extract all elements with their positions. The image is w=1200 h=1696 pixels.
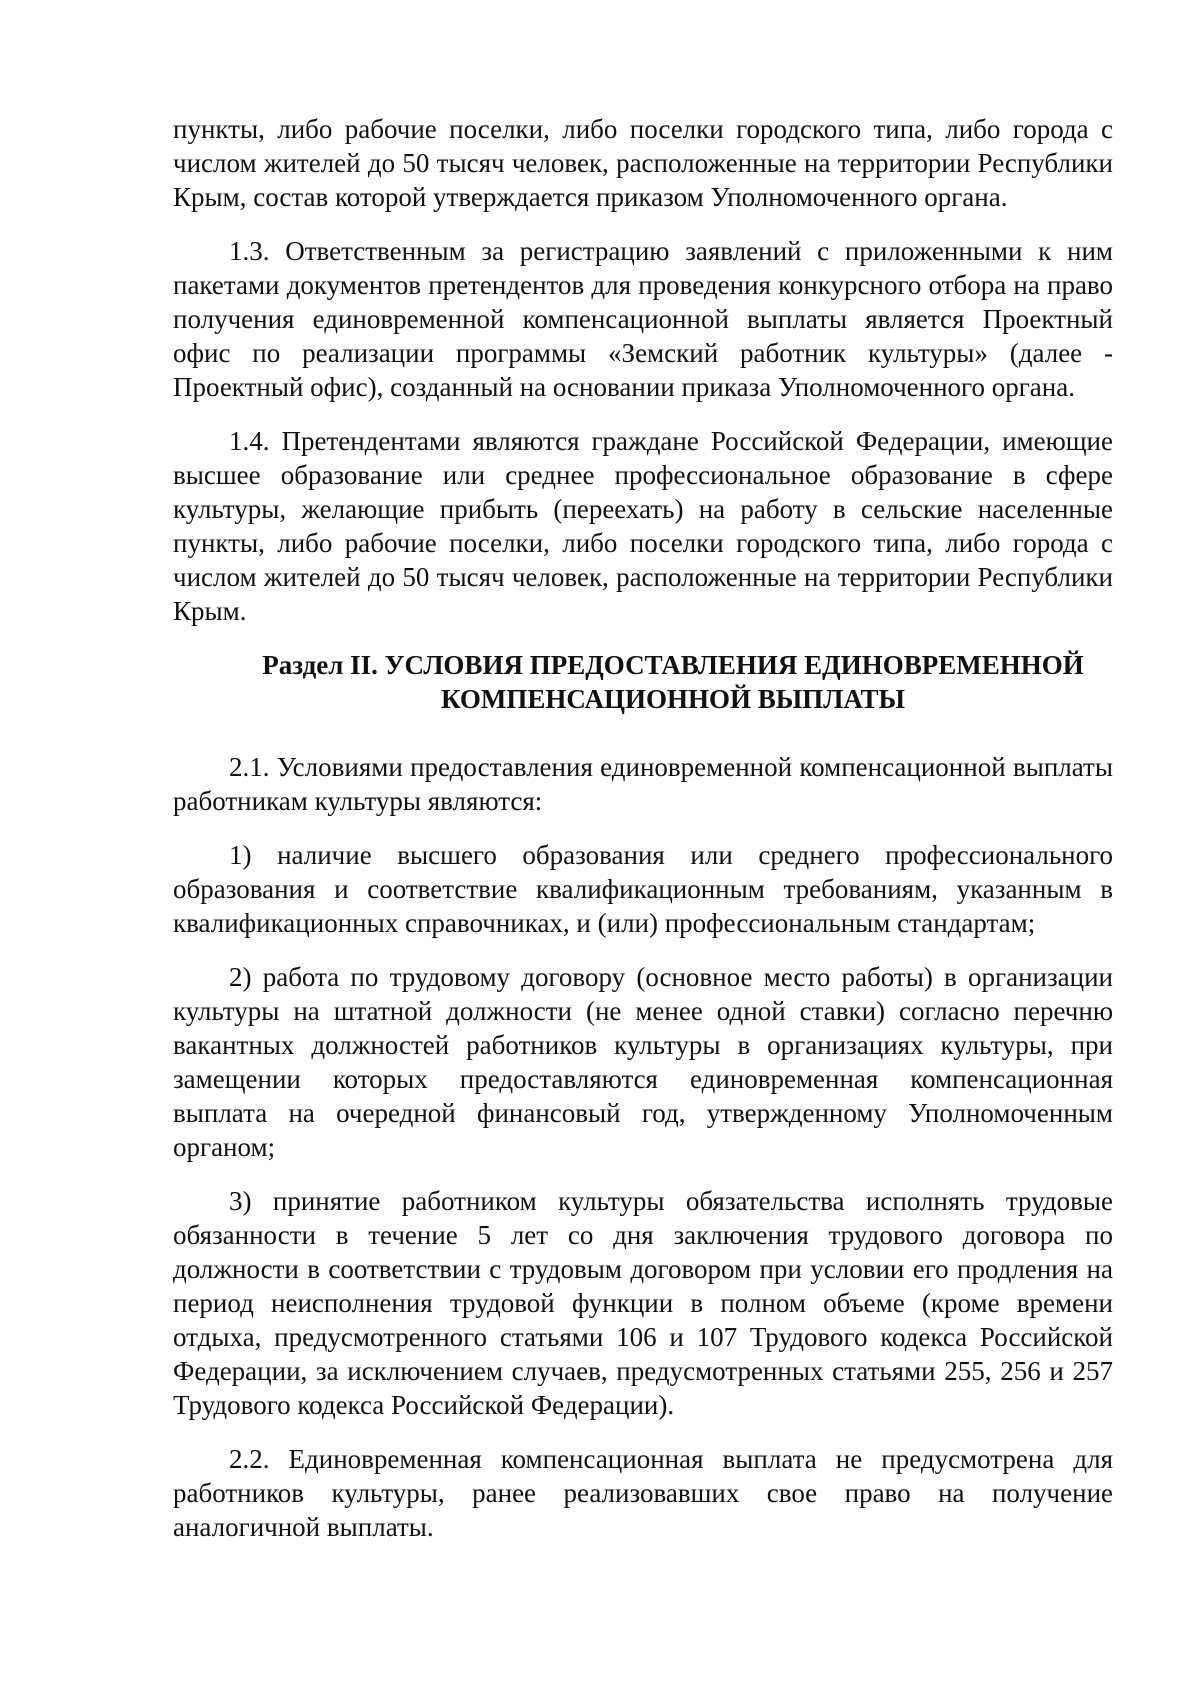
section-heading-line1: Раздел II. УСЛОВИЯ ПРЕДОСТАВЛЕНИЯ ЕДИНОВРЕМЕННОЙ xyxy=(262,650,1084,680)
document-page xyxy=(173,112,1113,1564)
paragraph-condition-1: 1) наличие высшего образования или среднего профессионального образования и соответствие квалификационным требованиям, указанным в квалификационных справочниках, и (или) профессиональным стандартам; xyxy=(173,840,1113,938)
paragraph-2-1: 2.1. Условиями предоставления единовременной компенсационной выплаты работникам культуры являются: xyxy=(173,752,1113,816)
paragraph-1-3: 1.3. Ответственным за регистрацию заявлений с приложенными к ним пакетами документов претендентов для проведения конкурсного отбора на право получения единовременной компенсационной выплаты является Проектный офис по реализации программы «Земский работник культуры» (далее - Проектный офис), созданный на основании приказа Уполномоченного органа. xyxy=(173,236,1113,402)
paragraph-condition-3: 3) принятие работником культуры обязательства исполнять трудовые обязанности в течение 5 лет со дня заключения трудового договора по должности в соответствии с трудовым договором при условии его продления на период неисполнения трудовой функции в полном объеме (кроме времени отдыха, предусмотренного статьями 106 и 107 Трудового кодекса Российской Федерации, за исключением случаев, предусмотренных статьями 255, 256 и 257 Трудового кодекса Российской Федерации). xyxy=(173,1186,1113,1420)
paragraph-condition-2: 2) работа по трудовому договору (основное место работы) в организации культуры на штатной должности (не менее одной ставки) согласно перечню вакантных должностей работников культуры в организациях культуры, при замещении которых предоставляются единовременная компенсационная выплата на очередной финансовый год, утвержденному Уполномоченным органом; xyxy=(173,962,1113,1162)
paragraph-1-4: 1.4. Претендентами являются граждане Российской Федерации, имеющие высшее образование или среднее профессиональное образование в сфере культуры, желающие прибыть (переехать) на работу в сельские населенные пункты, либо рабочие поселки, либо поселки городского типа, либо города с числом жителей до 50 тысяч человек, расположенные на территории Республики Крым. xyxy=(173,426,1113,626)
section-heading-line2: КОМПЕНСАЦИОННОЙ ВЫПЛАТЫ xyxy=(440,684,906,714)
section-heading xyxy=(173,648,1113,716)
paragraph-2-2: 2.2. Единовременная компенсационная выплата не предусмотрена для работников культуры, ранее реализовавших свое право на получение аналогичной выплаты. xyxy=(173,1444,1113,1542)
paragraph-continuation: пункты, либо рабочие поселки, либо поселки городского типа, либо города с числом жителей до 50 тысяч человек, расположенные на территории Республики Крым, состав которой утверждается приказом Уполномоченного органа. xyxy=(173,114,1113,212)
